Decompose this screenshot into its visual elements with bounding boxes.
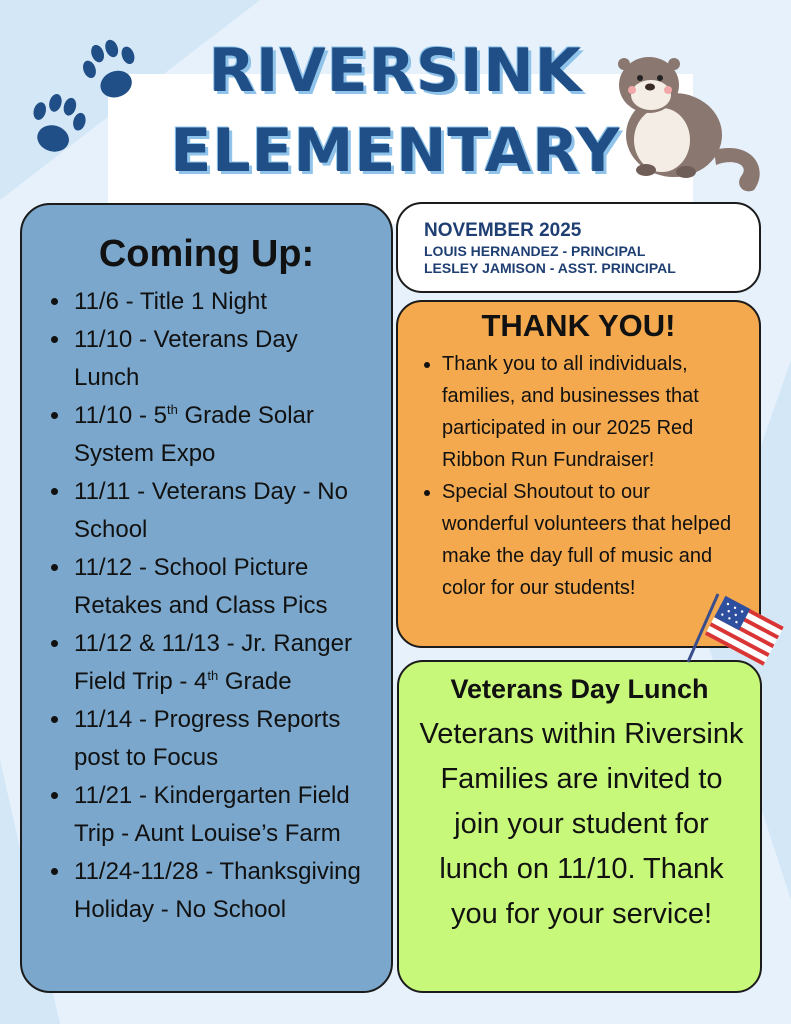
veterans-body: Veterans within Riversink Families are invited to join your student for lunch on 11/10. Thank you for your service!	[419, 718, 744, 930]
american-flag-icon	[682, 588, 784, 692]
list-item: • 11/10 - 5th Grade Solar System Expo	[72, 397, 364, 473]
list-item: • 11/6 - Title 1 Night	[72, 283, 374, 321]
list-item: • 11/12 & 11/13 - Jr. Ranger Field Trip - 4th Grade	[72, 625, 399, 701]
thank-you-heading: THANK YOU!	[481, 308, 676, 343]
list-item: • 11/24-11/28 - Thanksgiving Holiday - No School	[72, 853, 396, 929]
list-item: • 11/10 - Veterans Day Lunch	[72, 321, 344, 397]
coming-up-heading: Coming Up:	[98, 233, 315, 275]
veterans-day-card	[397, 660, 762, 993]
asst-principal-name: LESLEY JAMISON - ASST. PRINCIPAL	[424, 260, 676, 276]
school-title-line1: RIVERSINK	[208, 36, 583, 106]
newsletter-header-card	[396, 202, 761, 293]
list-item: • Thank you to all individuals, families, and businesses that participated in our 2025 Red Ribbon Run Fundraiser!	[442, 348, 742, 476]
list-item: • 11/14 - Progress Reports post to Focus	[72, 701, 389, 777]
list-item: • 11/11 - Veterans Day - No School	[72, 473, 394, 549]
list-item: • Special Shoutout to our wonderful volunteers that helped make the day full of music and color for our students!	[442, 476, 742, 604]
coming-up-card	[20, 203, 393, 993]
list-item: • 11/21 - Kindergarten Field Trip - Aunt Louise’s Farm	[72, 777, 394, 853]
thank-you-list	[398, 348, 742, 604]
list-item: • 11/12 - School Picture Retakes and Class Pics	[72, 549, 374, 625]
coming-up-list	[22, 283, 399, 929]
principal-name: LOUIS HERNANDEZ - PRINCIPAL	[424, 243, 646, 259]
veterans-heading: Veterans Day Lunch	[450, 674, 709, 704]
otter-illustration	[604, 40, 774, 200]
newsletter-month: NOVEMBER 2025	[424, 220, 582, 241]
school-title-line2: ELEMENTARY	[170, 116, 621, 186]
